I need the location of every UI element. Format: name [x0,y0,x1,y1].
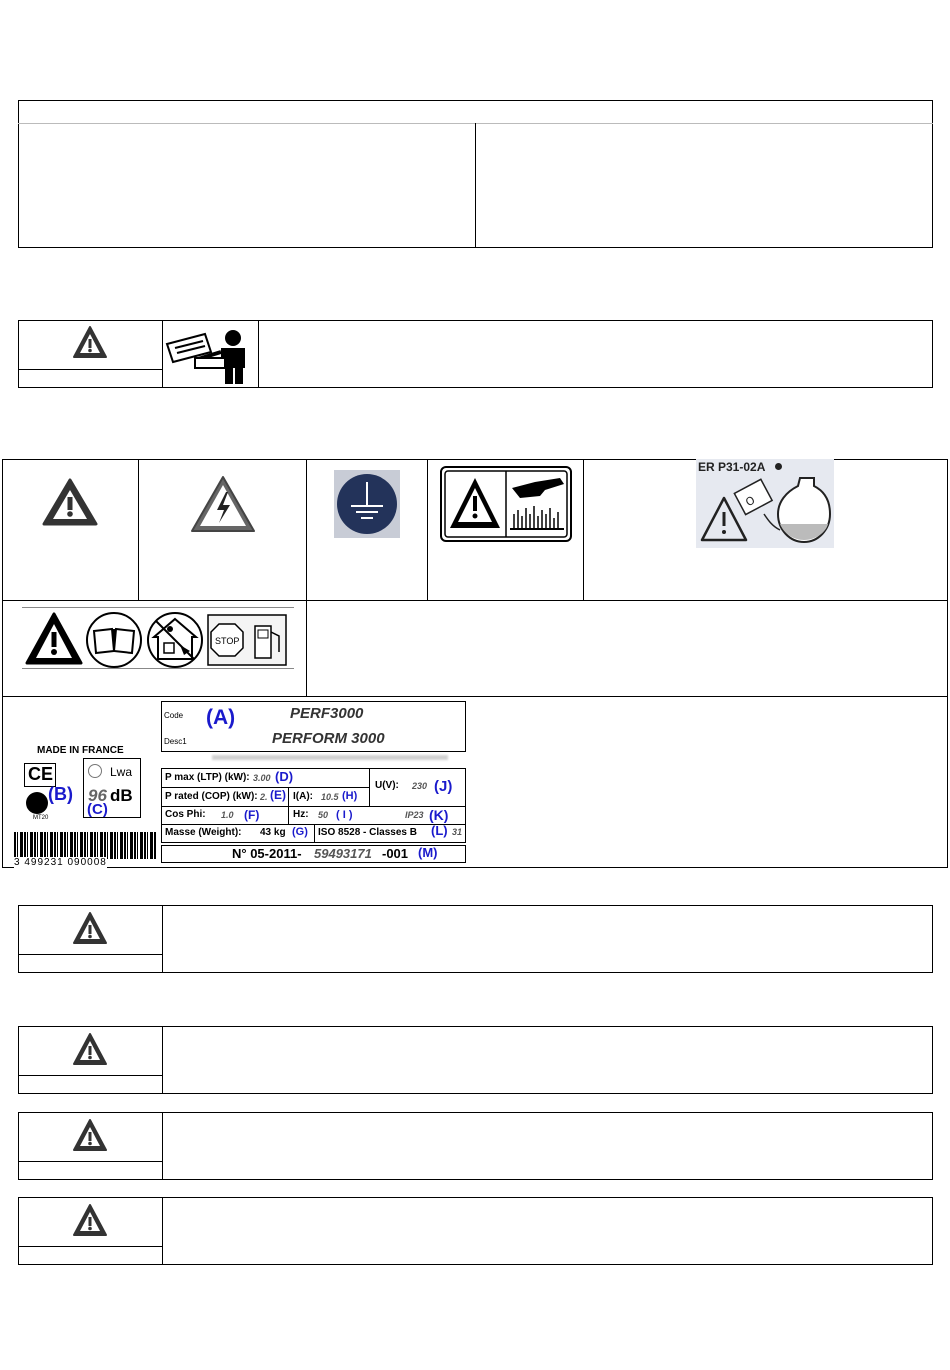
divider [258,320,259,388]
read-manual-book-icon [84,611,144,669]
pmax-label: P max (LTP) (kW): [165,772,250,783]
warning-row-2 [18,1026,933,1094]
callout-c: (C) [87,801,108,818]
uv-value: 230 [412,781,428,791]
divider [18,1075,162,1076]
warning-row-read-manual [18,320,933,388]
serial-suffix: -001 [382,846,409,861]
callout-h: (H) [342,790,358,802]
hot-surface-warning-icon [440,466,572,542]
callout-k: (K) [429,807,449,823]
callout-a: (A) [206,706,236,729]
callout-l: (L) [431,823,448,838]
uv-label: U(V): [375,780,399,791]
divider [162,1112,163,1180]
divider [162,320,163,388]
mt-code: MT20 [33,815,49,821]
divider [162,1197,163,1265]
divider [138,459,139,600]
divider [18,1161,162,1162]
svg-text:O: O [743,493,758,510]
warning-triangle-icon [72,1203,108,1237]
callout-m: (M) [418,845,438,860]
divider [427,459,428,600]
warning-row-3 [18,1112,933,1180]
callout-j: (J) [434,778,453,795]
warning-row-1 [18,905,933,973]
hz-value: 50 [318,810,329,820]
divider [162,905,163,973]
ground-earth-icon [334,470,400,538]
ia-label: I(A): [293,791,313,802]
db-value: 96 [88,786,107,805]
divider [583,459,584,600]
ce-mark-text: CE [28,764,54,784]
prated-label: P rated (COP) (kW): [165,791,258,802]
divider [314,824,315,843]
pct-mark [26,792,48,814]
pmax-value: 3.00 [253,773,271,783]
code-label: Code [164,711,184,720]
divider [2,600,948,601]
blurred-address-line [212,755,448,760]
divider [162,1026,163,1094]
barcode-number: 3 499231 090008 [14,857,107,868]
warning-triangle-icon [72,1032,108,1066]
lwa-label: Lwa [110,765,133,779]
warning-triangle-icon [72,911,108,945]
iso-label: ISO 8528 - Classes B [318,827,417,838]
warning-row-4 [18,1197,933,1265]
masse-value: 43 kg [260,827,286,838]
callout-e: (E) [270,788,286,802]
cosphi-value: 1.0 [221,810,234,820]
divider [288,787,289,824]
divider [306,459,307,696]
stop-sign-text: STOP [215,636,240,646]
barcode [14,832,156,859]
db-unit: dB [110,786,133,805]
warning-triangle-icon [41,477,99,527]
callout-d: (D) [275,769,294,784]
er-label-dot [775,463,782,470]
ip-value: IP23 [405,810,424,820]
code-value: PERF3000 [290,705,364,722]
masse-label: Masse (Weight): [165,827,242,838]
no-indoor-use-icon [144,611,206,669]
made-in-label: MADE IN FRANCE [37,745,124,756]
warning-triangle-icon [72,1118,108,1152]
desc-value: PERFORM 3000 [272,730,385,747]
desc-label: Desc1 [164,737,187,746]
callout-g: (G) [292,826,308,838]
divider [18,369,162,370]
hz-label: Hz: [293,809,309,820]
er-label-code: ER P31-02A [698,460,766,474]
iso-suffix: 31 [452,827,463,837]
callout-i: ( I ) [336,809,353,821]
sound-icon [88,764,102,778]
callout-b: (B) [48,784,73,804]
divider [161,806,466,807]
divider [161,787,369,788]
warning-triangle-icon [72,325,108,359]
person-reading-manual-icon [165,324,255,386]
warning-triangle-icon [24,611,84,667]
serial-mid: 59493171 [314,846,372,861]
serial-prefix: N° 05-2011- [232,846,302,861]
top-table-column-divider [475,123,476,248]
divider [369,768,370,806]
divider [18,1246,162,1247]
cosphi-label: Cos Phi: [165,809,206,820]
ia-value: 10.5 [321,792,339,802]
electric-hazard-icon [190,475,256,533]
prated-value: 2. [260,792,268,802]
divider [18,954,162,955]
oil-level-warning-icon [700,474,832,546]
callout-f: (F) [244,808,260,822]
